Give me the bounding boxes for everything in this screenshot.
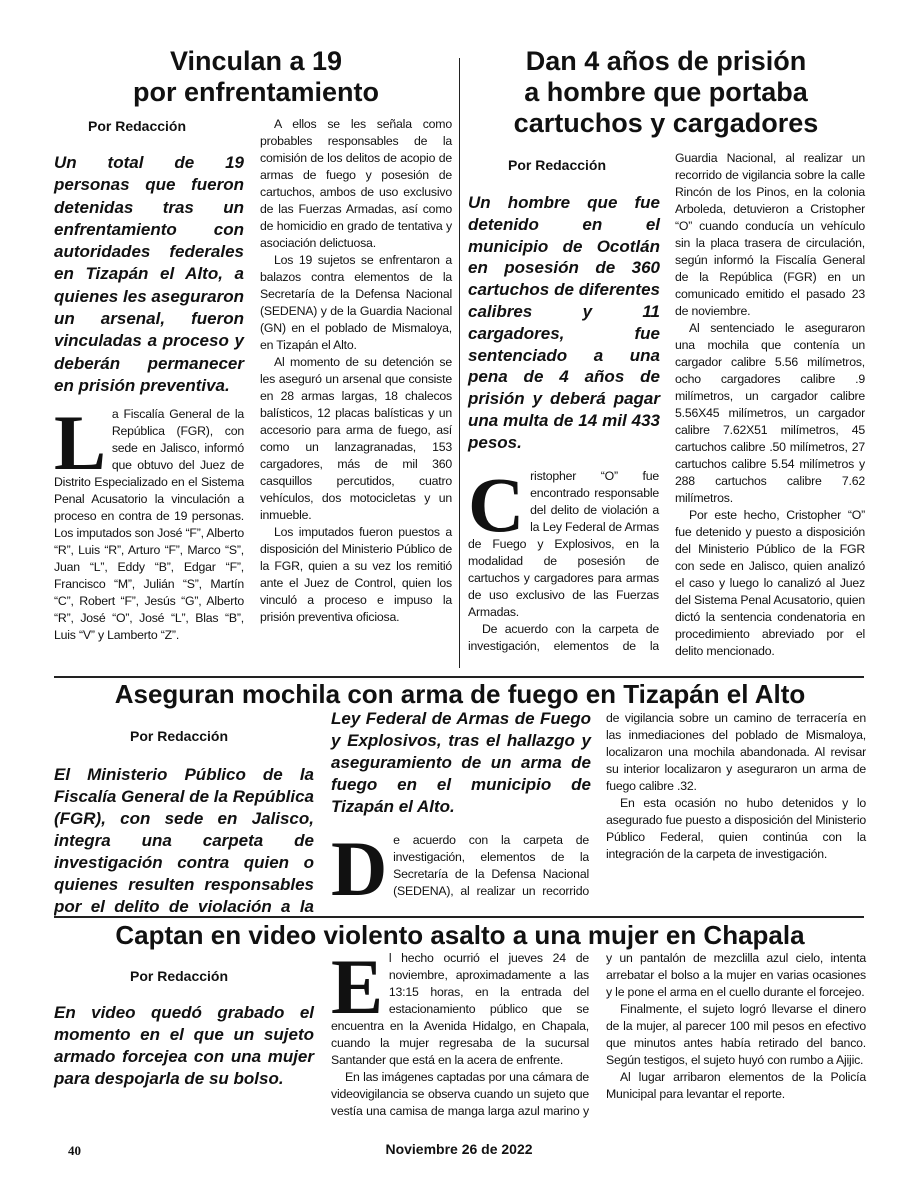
paragraph-continued: y un pantalón de mezclilla azul cielo, intenta arrebatar el bolso a la mujer en varias ocasiones y le pone el arma en el cuello durante el forcejeo. bbox=[606, 951, 866, 999]
paragraph: Al lugar arribaron elementos de la Policía Municipal para levantar el reporte. bbox=[606, 1070, 866, 1101]
body-col-3 bbox=[606, 710, 866, 863]
body-col-1 bbox=[54, 399, 244, 644]
paragraph: A ellos se les señala como probables responsables de la comisión de los delitos de acopio de armas de fuego y posesión de cartuchos, ambos de uso exclusivo de las Fuerzas Armadas, así como de homicidio en grado de tentativa y asociación delictuosa. bbox=[260, 117, 452, 250]
dropcap: E bbox=[331, 943, 383, 1030]
paragraph: Al sentenciado le aseguraron una mochila que contenía un cargador calibre 5.56 milímetros, ocho cargadores calibre .9 milímetros, un cargador calibre 5.56X45 milímetros, un cargador calibre 7.62X51 milímetros, 45 cartuchos calibre .50 milímetros, 27 cartuchos calibre 5.54 milímetros y 288 cartuchos calibre 7.62 milímetros. bbox=[675, 321, 865, 505]
body-col-3 bbox=[606, 950, 866, 1103]
paragraph: a Fiscalía General de la República (FGR), con sede en Jalisco, informó que obtuvo del Juez de Distrito Especializado en el Sistema Penal Acusatorio la vinculación a proceso en contra de 19 personas. Los imputados son José “F”, Alberto “R”, Luis “R”, Arturo “F”, Marco “S”, Juan “L”, Eddy “B”, Edgar “F”, Francisco “M”, Julián “S”, Martín “C”, Robert “F”, Jesús “G”, Alberto “R”, José “O”, José “L”, Blas “B”, Luis “V” y Lamberto “Z”. bbox=[54, 407, 244, 642]
paragraph: Al momento de su detención se les aseguró un arsenal que consiste en 28 armas largas, 18 chalecos balísticos, 12 placas balísticas y un accesorio para arma de fuego, así como un lanzagranadas, 153 cargadores, más de mil 360 casquillos percutidos, cuatro vehículos, dos motocicletas y un inmueble. bbox=[260, 355, 452, 522]
paragraph-continued: de vigilancia sobre un camino de terracería en las inmediaciones del poblado de Mismaloya, localizaron una mochila abandonada. Al revisar su interior localizaron y aseguraron un arma de fuego calibre .32. bbox=[606, 711, 866, 793]
headline-vinculan: Vinculan a 19 por enfrentamiento bbox=[132, 46, 380, 108]
body-col-3 bbox=[468, 461, 659, 655]
dropcap: D bbox=[331, 825, 388, 912]
paragraph: Los 19 sujetos se enfrentaron a balazos contra elementos de la Secretaría de la Defensa Nacional (SEDENA) y de la Guardia Nacional (GN) en el poblado de Mismaloya, en Tizapán el Alto. bbox=[260, 253, 452, 352]
lede: En video quedó grabado el momento en el que un sujeto armado forcejea con una mujer para despojarla de su bolso. bbox=[54, 1003, 314, 1088]
paragraph: Los imputados fueron puestos a disposición del Ministerio Público de la FGR, quien a su vez los remitió ante el Juez de Control, quien los vinculó a proceso e impuso la prisión preventiva oficiosa. bbox=[260, 525, 452, 624]
lede: Un total de 19 personas que fueron detenidas tras un enfrentamiento con autoridades federales en Tizapán el Alto, a quienes les aseguraron un arsenal, fueron vinculadas a proceso y deberán permanecer en prisión preventiva. bbox=[54, 153, 244, 395]
lede-continued: Ley Federal de Armas de Fuego y Explosivos, tras el hallazgo y aseguramiento de un arma de fuego en el municipio de Tizapán el Alto. bbox=[331, 709, 591, 816]
headline-dan-4-anos: Dan 4 años de prisión a hombre que portaba cartuchos y cargadores bbox=[513, 46, 819, 138]
lede: Un hombre que fue detenido en el municipio de Ocotlán en posesión de 360 cartuchos de diferentes calibres y 11 cargadores, fue sentenciado a una pena de 4 años de prisión y deberá pagar una multa de 14 mil 433 pesos. bbox=[468, 193, 660, 452]
issue-date: Noviembre 26 de 2022 bbox=[385, 1141, 533, 1157]
byline: Por Redacción bbox=[130, 968, 229, 984]
column-divider bbox=[459, 58, 460, 668]
body-col-4 bbox=[675, 150, 865, 660]
byline: Por Redacción bbox=[130, 728, 229, 744]
byline: Por Redacción bbox=[88, 118, 187, 134]
paragraph: De acuerdo con la carpeta de investigación, elementos de la bbox=[468, 622, 659, 653]
headline-aseguran-mochila: Aseguran mochila con arma de fuego en Tizapán el Alto bbox=[114, 679, 806, 709]
dropcap: C bbox=[468, 461, 525, 548]
section-divider bbox=[54, 676, 864, 678]
paragraph: Por este hecho, Cristopher “O” fue detenido y puesto a disposición del Ministerio Público de la FGR con sede en Jalisco, quien analizó el caso y luego lo canalizó al Juez del Sistema Penal Acusatorio, quien dictó la sentencia condenatoria en procedimiento abreviado por el delito mencionado. bbox=[675, 508, 865, 658]
lede: El Ministerio Público de la Fiscalía General de la República (FGR), con sede en Jalisco, integra una carpeta de investigación contra quien o quienes resulten responsables por el delito de violación a la bbox=[54, 765, 314, 916]
body-col-2 bbox=[331, 943, 589, 1120]
paragraph: En las imágenes captadas por una cámara de videovigilancia se observa cuando un sujeto que vestía una camisa de manga larga azul marino y bbox=[331, 1070, 589, 1118]
body-col-2 bbox=[331, 825, 589, 912]
paragraph: Finalmente, el sujeto logró llevarse el dinero de la mujer, al parecer 100 mil pesos en efectivo que minutos antes había retirado del banco. Según testigos, el sujeto huyó con rumbo a Ajijic. bbox=[606, 1002, 866, 1067]
headline-captan-video: Captan en video violento asalto a una mujer en Chapala bbox=[115, 920, 805, 950]
section-divider bbox=[54, 916, 864, 918]
byline: Por Redacción bbox=[508, 157, 607, 173]
dropcap: L bbox=[54, 399, 106, 486]
page-number: 40 bbox=[68, 1143, 81, 1158]
paragraph: ristopher “O” fue encontrado responsable del delito de violación a la Ley Federal de Armas de Fuego y Explosivos, en la modalidad de posesión de cartuchos y cargadores para armas de uso exclusivo de las Fuerzas Armadas. bbox=[468, 469, 659, 619]
paragraph: e acuerdo con la carpeta de investigación, elementos de la Secretaría de la Defensa Nacional (SEDENA), al realizar un recorrido bbox=[393, 833, 589, 898]
body-col-2 bbox=[260, 116, 452, 626]
paragraph: En esta ocasión no hubo detenidos y lo asegurado fue puesto a disposición del Ministerio Público Federal, quien continúa con la integración de la carpeta de investigación. bbox=[606, 796, 866, 861]
paragraph: l hecho ocurrió el jueves 24 de noviembre, aproximadamente a las 13:15 horas, en la entrada del estacionamiento público que se encuentra en la Avenida Hidalgo, en Chapala, cuando la mujer regresaba de la sucursal Santander que está en la acera de enfrente. bbox=[331, 951, 589, 1067]
paragraph-continued: Guardia Nacional, al realizar un recorrido de vigilancia sobre la calle Rincón de los Pinos, en la colonia Arboleda, detuvieron a Cristopher “O” cuando conducía un vehículo sin la placa trasera de circulación, según informó la Fiscalía General de la República (FGR) en un comunicado emitido el pasado 23 de noviembre. bbox=[675, 151, 865, 318]
